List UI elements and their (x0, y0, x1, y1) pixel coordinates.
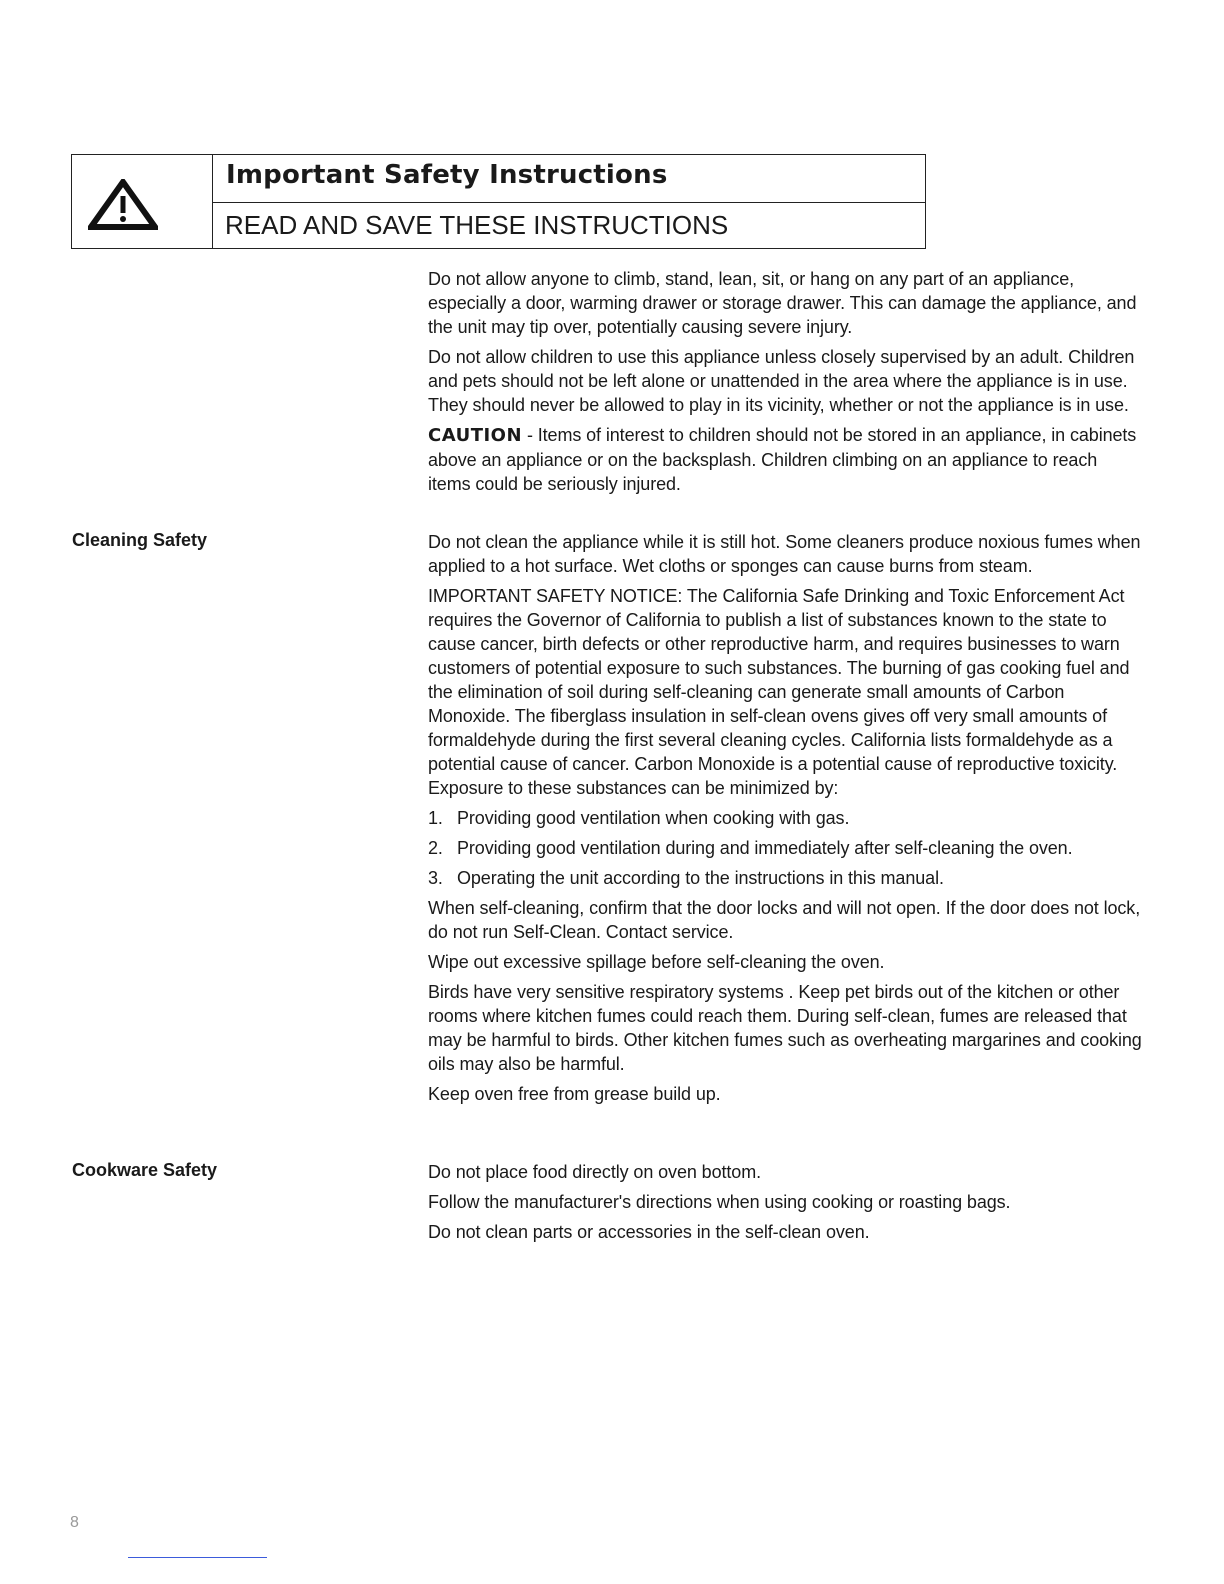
intro-paragraph-1: Do not allow anyone to climb, stand, lean, sit, or hang on any part of an appliance, especially a door, warming drawer or storage drawer. This can damage the appliance, and the unit may tip over, potentially causing severe injury. (428, 269, 1137, 337)
list-item (428, 806, 1144, 830)
page-number: 8 (70, 1514, 79, 1531)
cleaning-paragraph-3: When self-cleaning, confirm that the door locks and will not open. If the door does not lock, do not run Self-Clean. Contact service. (428, 898, 1141, 942)
cookware-safety-heading: Cookware Safety (72, 1160, 218, 1180)
list-text: Operating the unit according to the instructions in this manual. (457, 868, 944, 888)
cookware-paragraph-3: Do not clean parts or accessories in the self-clean oven. (428, 1222, 870, 1242)
safety-notice-paragraph: IMPORTANT SAFETY NOTICE: The California Safe Drinking and Toxic Enforcement Act requires the Governor of California to publish a list of substances known to the state to cause cancer, birth defects or other reproductive harm, and requires businesses to warn customers of potential exposure to such substances. The burning of gas cooking fuel and the elimination of soil during self-cleaning can generate small amounts of Carbon Monoxide. The fiberglass insulation in self-clean ovens gives off very small amounts of formaldehyde during the first several cleaning cycles. California lists formaldehyde as a potential cause of cancer. Carbon Monoxide is a potential cause of reproductive toxicity. Exposure to these substances can be minimized by: (428, 586, 1130, 798)
caution-text: - Items of interest to children should not be stored in an appliance, in cabinets above an appliance or on the backsplash. Children climbing on an appliance to reach items could be seriously injured. (428, 425, 1137, 494)
list-text: Providing good ventilation when cooking with gas. (457, 808, 850, 828)
list-item (428, 866, 1144, 890)
cookware-paragraph-2: Follow the manufacturer's directions when using cooking or roasting bags. (428, 1192, 1011, 1212)
list-number: 1. (428, 808, 443, 828)
cleaning-paragraph-6: Keep oven free from grease build up. (428, 1084, 721, 1104)
warning-icon-cell (72, 155, 213, 248)
page-title: Important Safety Instructions (226, 160, 668, 190)
title-row (213, 155, 925, 203)
cleaning-safety-section (428, 530, 1144, 1112)
list-item (428, 836, 1144, 860)
caution-label: CAUTION (428, 425, 523, 446)
list-number: 2. (428, 838, 443, 858)
safety-header-box (71, 154, 926, 249)
cookware-safety-section (428, 1160, 1144, 1250)
cleaning-paragraph-5: Birds have very sensitive respiratory systems . Keep pet birds out of the kitchen or other rooms where kitchen fumes could reach them. During self-clean, fumes are released that may be harmful to birds. Other kitchen fumes such as overheating margarines and cooking oils may also be harmful. (428, 982, 1142, 1074)
cleaning-safety-heading: Cleaning Safety (72, 530, 208, 550)
intro-section (428, 267, 1144, 502)
cleaning-paragraph-4: Wipe out excessive spillage before self-cleaning the oven. (428, 952, 885, 972)
list-text: Providing good ventilation during and immediately after self-cleaning the oven. (457, 838, 1073, 858)
intro-paragraph-2: Do not allow children to use this appliance unless closely supervised by an adult. Children and pets should not be left alone or unattended in the area where the appliance is in use. They should never be allowed to play in its vicinity, whether or not the appliance is in use. (428, 347, 1135, 415)
footer-rule (128, 1557, 267, 1558)
caution-paragraph (428, 423, 1144, 496)
cookware-paragraph-1: Do not place food directly on oven bottom. (428, 1162, 762, 1182)
page-subtitle: READ AND SAVE THESE INSTRUCTIONS (225, 210, 729, 240)
list-number: 3. (428, 868, 443, 888)
warning-triangle-icon (88, 179, 158, 231)
cleaning-paragraph-1: Do not clean the appliance while it is still hot. Some cleaners produce noxious fumes when applied to a hot surface. Wet cloths or sponges can cause burns from steam. (428, 532, 1141, 576)
